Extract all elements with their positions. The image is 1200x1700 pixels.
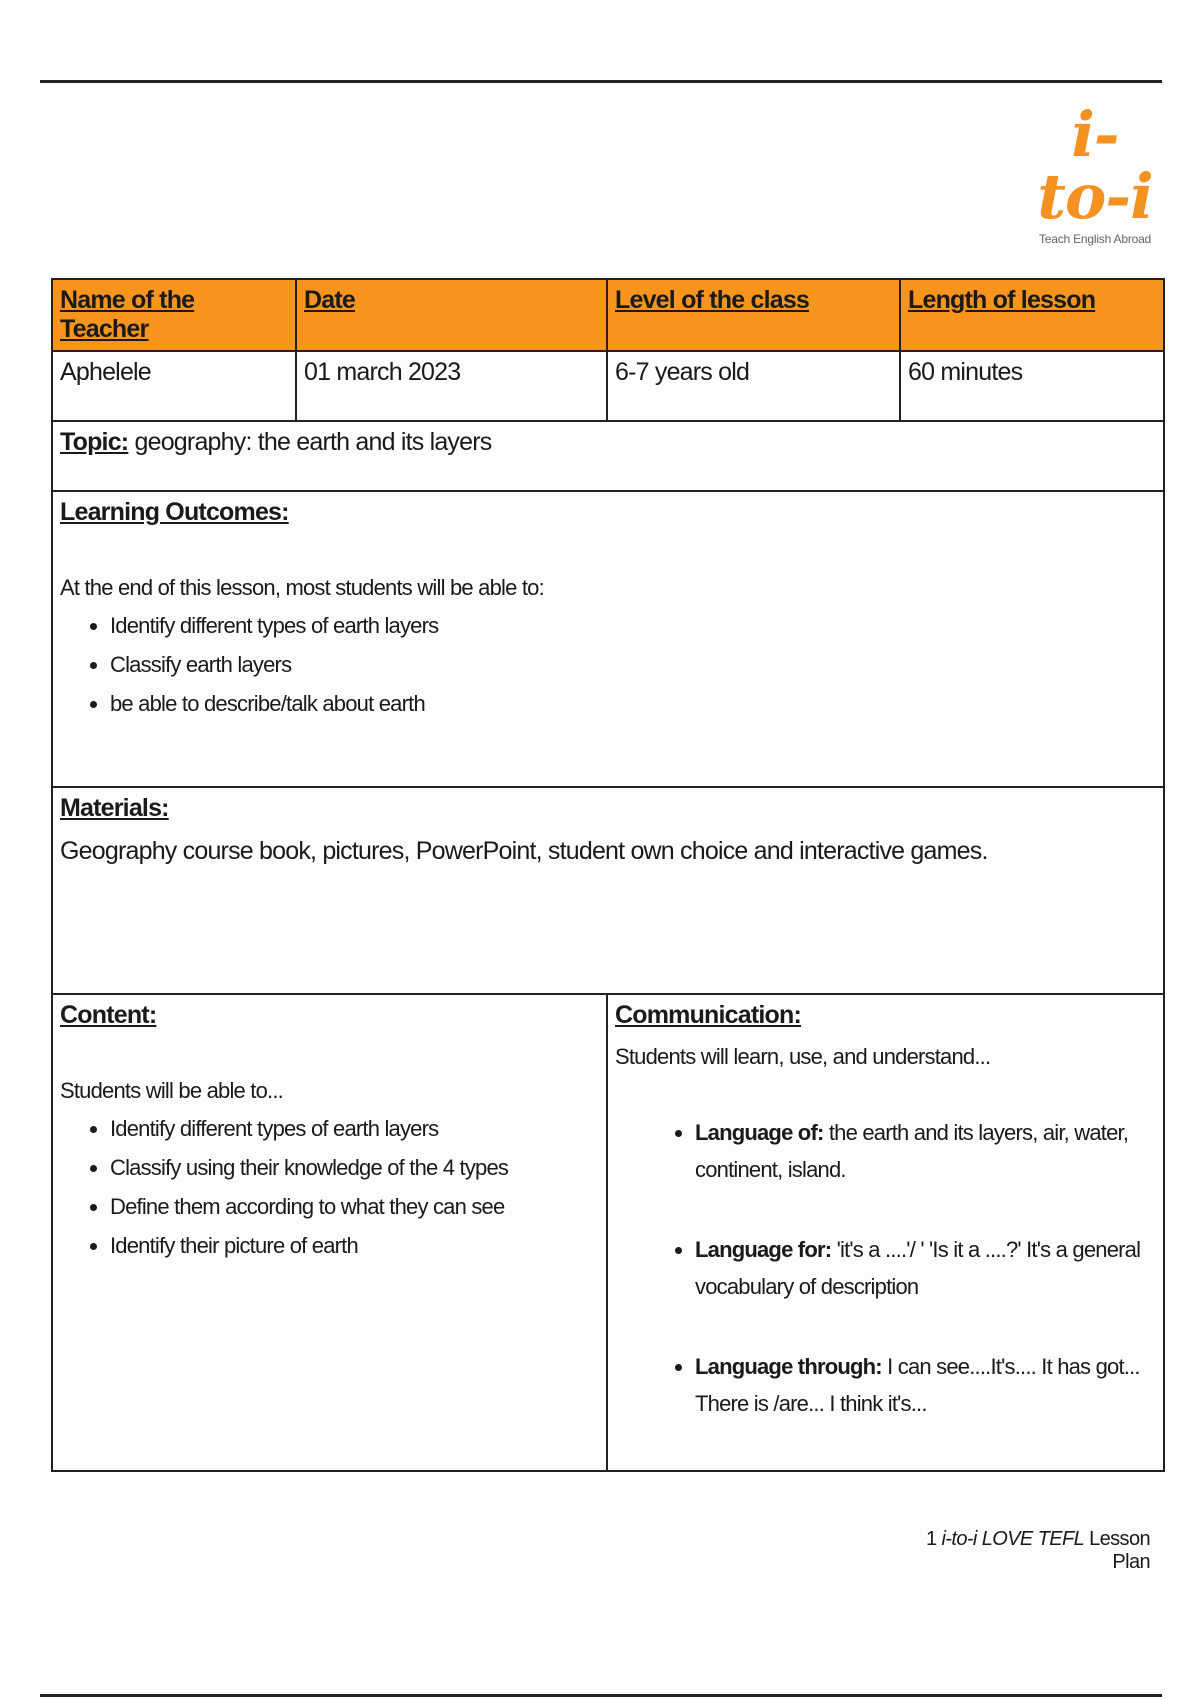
bottom-rule: [40, 1694, 1162, 1697]
list-item: • Language for: 'it's a ....'/ ' 'Is it a ....?' It's a general vocabulary of description: [695, 1231, 1146, 1306]
list-item: • Language through: I can see....It's.... It has got... There is /are... I think it's...: [695, 1348, 1146, 1423]
communication-list: [615, 1114, 1156, 1422]
communication-label: Communication:: [615, 1001, 802, 1029]
communication-cell: [607, 994, 1164, 1471]
footer-brand: i-to-i LOVE TEFL: [941, 1528, 1085, 1550]
topic-row: [52, 421, 1164, 491]
i-to-i-logo: [1030, 98, 1160, 246]
header-row: [52, 279, 1164, 351]
header-teacher: Name of the Teacher: [52, 279, 296, 351]
logo-tagline: Teach English Abroad: [1038, 232, 1152, 246]
learning-outcomes-label: Learning Outcomes:: [60, 498, 289, 526]
page-footer: [900, 1528, 1150, 1574]
teacher-name: Aphelele: [52, 351, 296, 421]
materials-row: [52, 787, 1164, 994]
list-item: • be able to describe/talk about earth: [110, 691, 1156, 717]
topic-label: Topic:: [60, 428, 129, 456]
values-row: [52, 351, 1164, 421]
lesson-plan-table: [51, 278, 1165, 1472]
list-item: • Identify their picture of earth: [110, 1233, 599, 1259]
list-item: • Classify using their knowledge of the 4 types: [110, 1155, 599, 1181]
materials-text: Geography course book, pictures, PowerPoint, student own choice and interactive games.: [60, 837, 988, 865]
list-item: • Identify different types of earth layers: [110, 1116, 599, 1142]
header-level: Level of the class: [607, 279, 900, 351]
learning-outcomes-list: [60, 613, 1156, 717]
content-list: [60, 1116, 599, 1259]
header-length: Length of lesson: [900, 279, 1164, 351]
footer-suffix: Lesson Plan: [1089, 1528, 1150, 1573]
top-rule: [40, 80, 1162, 83]
lesson-date: 01 march 2023: [296, 351, 607, 421]
learning-outcomes-row: [52, 491, 1164, 787]
content-cell: [52, 994, 607, 1471]
learning-outcomes-lead: At the end of this lesson, most students will be able to:: [60, 575, 544, 600]
header-date: Date: [296, 279, 607, 351]
logo-mark: i-to-i: [1037, 98, 1153, 233]
list-item: • Language of: the earth and its layers, air, water, continent, island.: [695, 1114, 1146, 1189]
content-lead: Students will be able to...: [60, 1078, 283, 1103]
page-number: 1: [925, 1528, 937, 1550]
materials-label: Materials:: [60, 794, 169, 822]
list-item: • Identify different types of earth layers: [110, 613, 1156, 639]
class-level: 6-7 years old: [607, 351, 900, 421]
content-label: Content:: [60, 1001, 157, 1029]
list-item: • Classify earth layers: [110, 652, 1156, 678]
content-communication-row: [52, 994, 1164, 1471]
lesson-length: 60 minutes: [900, 351, 1164, 421]
topic-value: geography: the earth and its layers: [134, 428, 492, 456]
list-item: • Define them according to what they can see: [110, 1194, 599, 1220]
communication-lead: Students will learn, use, and understand...: [615, 1044, 991, 1069]
